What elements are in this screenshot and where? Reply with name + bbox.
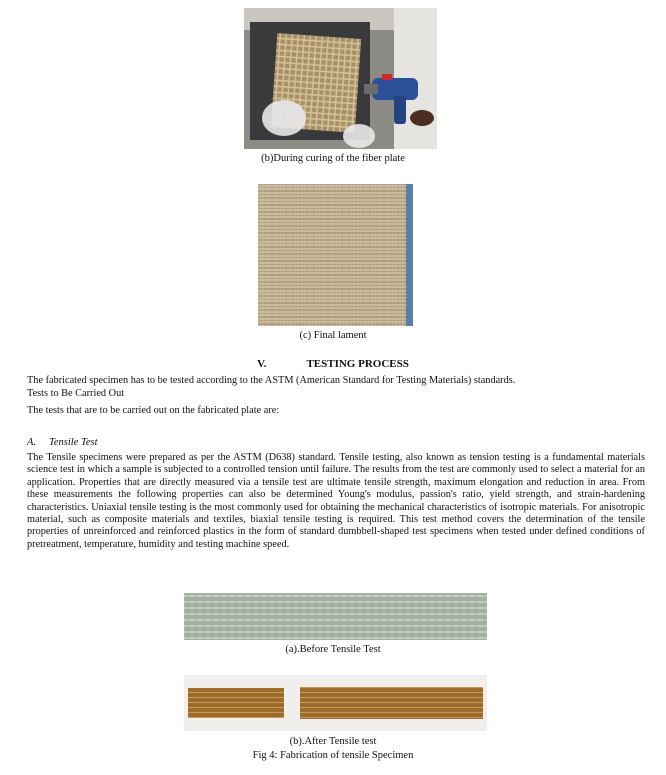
before-test-photo bbox=[184, 593, 487, 640]
tests-title: Tests to Be Carried Out bbox=[27, 388, 125, 399]
section-heading bbox=[0, 358, 666, 370]
subsection-letter: A. bbox=[27, 437, 37, 448]
para-standards: The fabricated specimen has to be tested according to the ASTM (American Standard for Testing Materials) standards. bbox=[27, 375, 516, 386]
fig4-caption: Fig 4: Fabrication of tensile Specimen bbox=[252, 750, 414, 761]
section-number: V. bbox=[257, 358, 267, 370]
curing-photo bbox=[244, 8, 437, 149]
section-title: TESTING PROCESS bbox=[306, 358, 409, 370]
curing-caption: (b)During curing of the fiber plate bbox=[261, 153, 405, 164]
final-caption: (c) Final lament bbox=[299, 330, 367, 341]
before-caption: (a).Before Tensile Test bbox=[285, 644, 381, 655]
subsection-title: Tensile Test bbox=[49, 437, 98, 448]
after-test-photo bbox=[184, 675, 487, 731]
after-caption: (b).After Tensile test bbox=[289, 736, 377, 747]
final-laminate-photo bbox=[258, 184, 413, 326]
subsection-heading bbox=[27, 437, 98, 448]
para-tests-intro: The tests that are to be carried out on the fabricated plate are: bbox=[27, 405, 280, 416]
para-tensile-test: The Tensile specimens were prepared as per the ASTM (D638) standard. Tensile testing, also known as tension testing is a fundamental materials science test in which a sample is subjected to a controlled tension until failure. The results from the test are commonly used to select a material for an application. Properties that are directly measured via a tensile test are ultimate tensile strength, maximum elongation and reduction in area. From these measurements the following properties can also be determined Young's modulus, passion's ratio, yield strength, and strain-hardening characteristics. Uniaxial tensile testing is the most commonly used for obtaining the mechanical characteristics of isotropic materials. For anisotropic material, such as composite materials and textiles, biaxial tensile testing is required. This test method covers the determination of the tensile properties of unreinforced and reinforced plastics in the form of standard dumbbell-shaped test specimens when tested under defined conditions of pretreatment, temperature, humidity and testing machine speed. bbox=[27, 452, 645, 550]
